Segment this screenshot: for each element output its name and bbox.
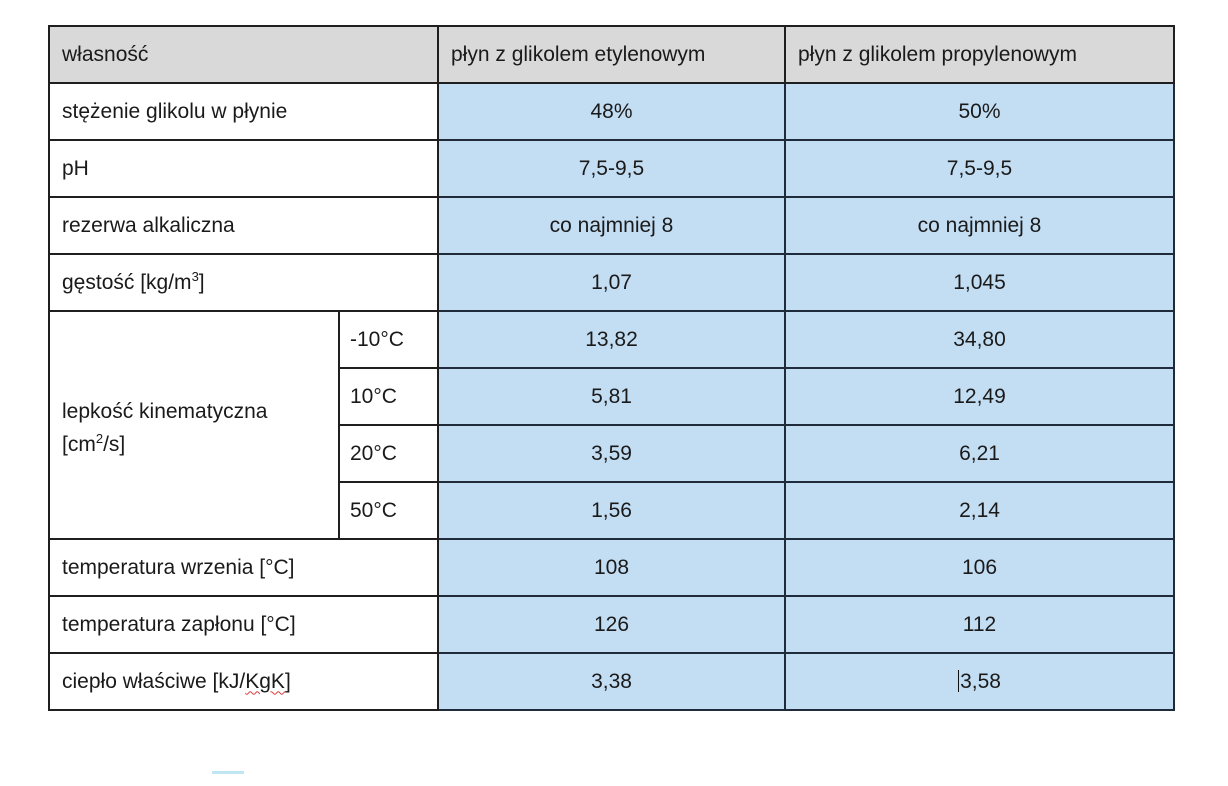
superscript: 3 bbox=[191, 268, 199, 284]
table-row bbox=[49, 254, 1174, 311]
propylene-value-text: 3,58 bbox=[960, 669, 1001, 693]
propylene-value: 6,21 bbox=[785, 425, 1174, 482]
propylene-value: 50% bbox=[785, 83, 1174, 140]
row-label: pH bbox=[49, 140, 438, 197]
propylene-value: 7,5-9,5 bbox=[785, 140, 1174, 197]
ethylene-value: 7,5-9,5 bbox=[438, 140, 785, 197]
row-label: stężenie glikolu w płynie bbox=[49, 83, 438, 140]
superscript: 2 bbox=[95, 431, 104, 446]
row-label bbox=[49, 653, 438, 710]
properties-table bbox=[48, 25, 1175, 711]
row-label: temperatura wrzenia [°C] bbox=[49, 539, 438, 596]
temperature-cell: 50°C bbox=[339, 482, 438, 539]
viscosity-label-unit-pre: [cm bbox=[62, 433, 96, 456]
table-row bbox=[49, 197, 1174, 254]
propylene-value: 12,49 bbox=[785, 368, 1174, 425]
propylene-value: 106 bbox=[785, 539, 1174, 596]
ethylene-value: 1,56 bbox=[438, 482, 785, 539]
viscosity-label bbox=[49, 311, 339, 539]
temperature-cell: -10°C bbox=[339, 311, 438, 368]
propylene-value: 2,14 bbox=[785, 482, 1174, 539]
table-row bbox=[49, 653, 1174, 710]
ethylene-value: 108 bbox=[438, 539, 785, 596]
selection-marker bbox=[212, 771, 244, 774]
spellcheck-underlined-unit: KgK bbox=[245, 669, 285, 693]
table-row bbox=[49, 311, 1174, 368]
row-label: rezerwa alkaliczna bbox=[49, 197, 438, 254]
header-ethylene: płyn z glikolem etylenowym bbox=[438, 26, 785, 83]
header-propylene: płyn z glikolem propylenowym bbox=[785, 26, 1174, 83]
row-label: temperatura zapłonu [°C] bbox=[49, 596, 438, 653]
propylene-value: 112 bbox=[785, 596, 1174, 653]
table-row bbox=[49, 539, 1174, 596]
header-property: własność bbox=[49, 26, 438, 83]
density-label-text: gęstość [kg/m bbox=[62, 270, 192, 294]
ethylene-value: 3,38 bbox=[438, 653, 785, 710]
table-row bbox=[49, 140, 1174, 197]
ethylene-value: 13,82 bbox=[438, 311, 785, 368]
row-label bbox=[49, 254, 438, 311]
viscosity-label-line1: lepkość kinematyczna bbox=[62, 400, 268, 423]
heat-label-end: ] bbox=[284, 669, 291, 693]
propylene-value: 34,80 bbox=[785, 311, 1174, 368]
propylene-value[interactable] bbox=[785, 653, 1174, 710]
header-row bbox=[49, 26, 1174, 83]
propylene-value: co najmniej 8 bbox=[785, 197, 1174, 254]
ethylene-value: co najmniej 8 bbox=[438, 197, 785, 254]
viscosity-label-unit-post: /s] bbox=[103, 433, 126, 456]
temperature-cell: 20°C bbox=[339, 425, 438, 482]
ethylene-value: 5,81 bbox=[438, 368, 785, 425]
propylene-value: 1,045 bbox=[785, 254, 1174, 311]
ethylene-value: 48% bbox=[438, 83, 785, 140]
text-cursor bbox=[958, 670, 959, 692]
temperature-cell: 10°C bbox=[339, 368, 438, 425]
ethylene-value: 1,07 bbox=[438, 254, 785, 311]
table-row bbox=[49, 83, 1174, 140]
table-row bbox=[49, 596, 1174, 653]
heat-label-text: ciepło właściwe [kJ/ bbox=[62, 669, 246, 693]
density-label-end: ] bbox=[198, 270, 205, 294]
ethylene-value: 126 bbox=[438, 596, 785, 653]
ethylene-value: 3,59 bbox=[438, 425, 785, 482]
